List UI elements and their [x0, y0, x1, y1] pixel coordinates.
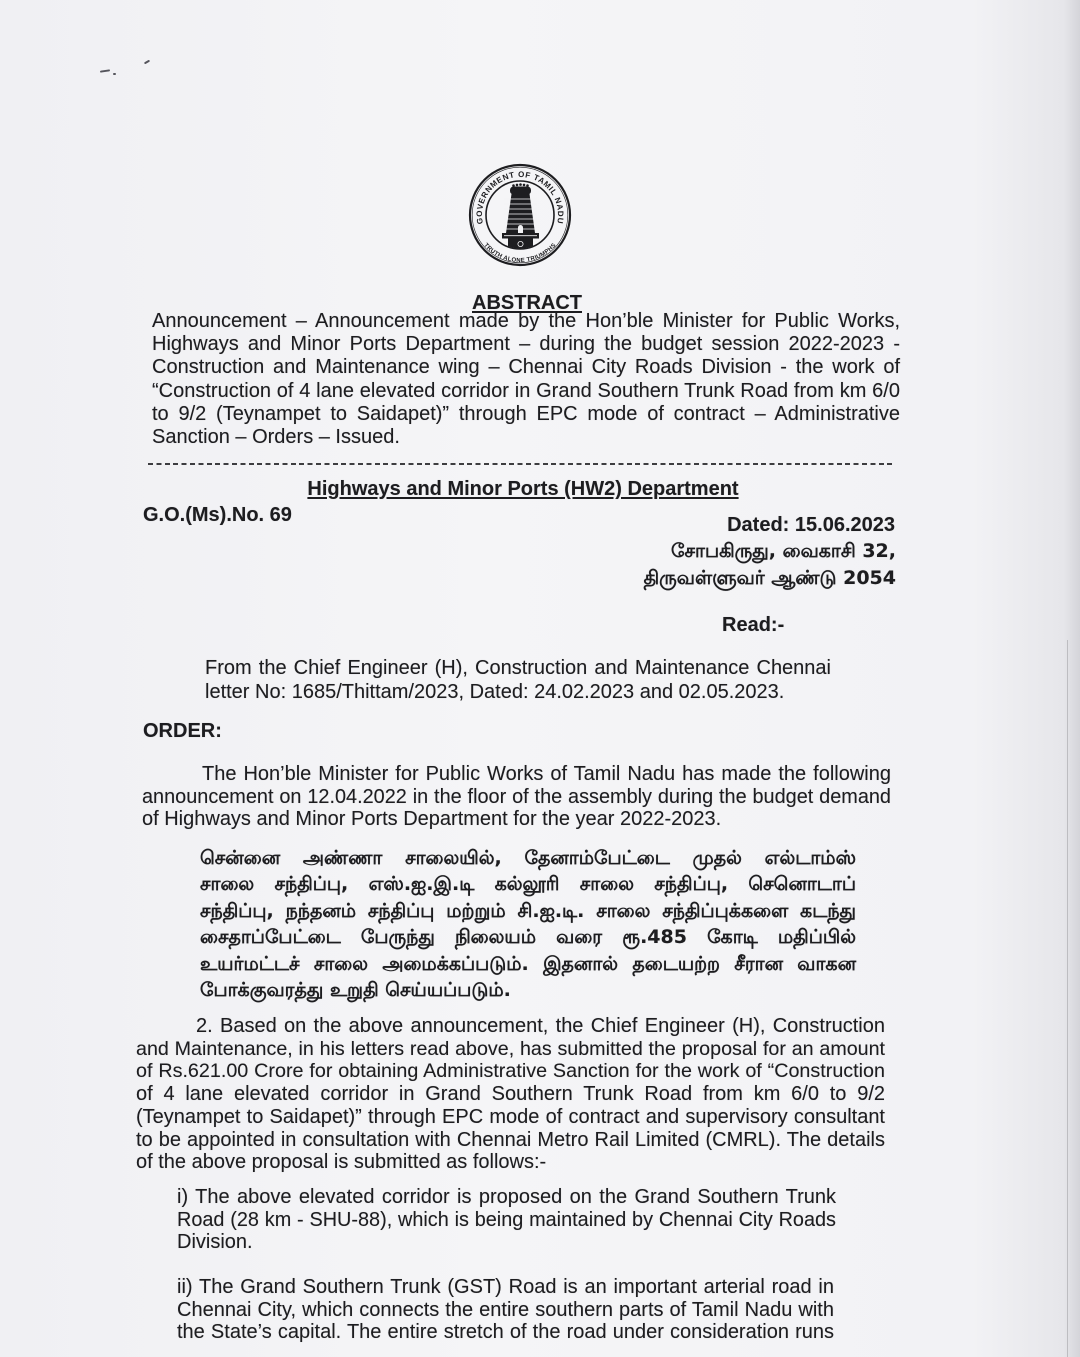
read-line: From the Chief Engineer (H), Construction and Maintenance Chennai: [205, 657, 831, 679]
gopuram-icon: [502, 183, 539, 249]
paragraph-2: [136, 1015, 885, 1174]
announcement-line: சந்திப்பு, நந்தனம் சந்திப்பு மற்றும் சி.ஐ.டி. சாலை சந்திப்புக்களை கடந்து: [200, 899, 856, 922]
order-intro-line: of Highways and Minor Ports Department for the year 2022-2023.: [142, 808, 722, 830]
paragraph-2-line: of the above proposal is submitted as follows:-: [136, 1151, 547, 1174]
go-number: G.O.(Ms).No. 69: [143, 504, 292, 526]
dashed-divider: [148, 463, 893, 465]
paragraph-2-line: of Rs.621.00 Crore for obtaining Administrative Sanction for the work of “Construction: [136, 1060, 885, 1083]
abstract-line: Highways and Minor Ports Department – during the budget session 2022-2023 -: [152, 333, 900, 356]
order-intro-line: The Hon’ble Minister for Public Works of Tamil Nadu has made the following: [202, 763, 891, 785]
tamil-date: சோபகிருது, வைகாசி 32,: [671, 540, 896, 562]
abstract-line: to 9/2 (Teynampet to Saidapet)” through EPC mode of contract – Administrative: [152, 402, 900, 425]
order-heading: ORDER:: [143, 720, 222, 742]
abstract-line: “Construction of 4 lane elevated corridor in Grand Southern Trunk Road from km 6/0: [152, 379, 900, 402]
abstract-line: Announcement – Announcement made by the Hon’ble Minister for Public Works,: [152, 310, 900, 332]
scan-speck: [144, 60, 150, 65]
abstract-line: Construction and Maintenance wing – Chennai City Roads Division - the work of: [152, 356, 900, 379]
read-line: letter No: 1685/Thittam/2023, Dated: 24.02.2023 and 02.05.2023.: [205, 681, 785, 703]
list-item-ii: [177, 1276, 834, 1344]
announcement-line: போக்குவரத்து உறுதி செய்யப்படும்.: [200, 979, 511, 1002]
tamil-announcement: [200, 845, 856, 1003]
list-item-line: ii) The Grand Southern Trunk (GST) Road is an important arterial road in: [177, 1276, 834, 1298]
department-heading: Highways and Minor Ports (HW2) Department: [307, 478, 739, 500]
list-item-i: [177, 1186, 836, 1254]
order-intro-paragraph: [142, 763, 891, 831]
announcement-line: உயர்மட்டச் சாலை அமைக்கப்படும். இதனால் தடையற்ற சீரான வாகன: [200, 952, 856, 975]
announcement-line: சைதாப்பேட்டை பேருந்து நிலையம் வரை ரூ.485 கோடி மதிப்பில்: [200, 926, 856, 949]
paragraph-2-line: of 4 lane elevated corridor in Grand Southern Trunk Road from km 6/0 to 9/2: [136, 1083, 885, 1106]
paragraph-2-line: and Maintenance, in his letters read above, has submitted the proposal for an amount: [136, 1037, 885, 1060]
list-item-line: i) The above elevated corridor is proposed on the Grand Southern Trunk: [177, 1186, 836, 1208]
scan-speck: [100, 69, 110, 72]
order-date: Dated: 15.06.2023: [727, 514, 895, 536]
list-item-line: Division.: [177, 1231, 253, 1254]
announcement-line: சென்னை அண்ணா சாலையில், தேனாம்பேட்டை முதல் எல்டாம்ஸ்: [200, 847, 856, 869]
announcement-line: சாலை சந்திப்பு, எஸ்.ஐ.இ.டி கல்லூரி சாலை சந்திப்பு, செனொடாப்: [200, 873, 856, 896]
read-heading: Read:-: [722, 614, 785, 636]
government-seal: [468, 163, 572, 267]
seal-bottom-text-path: TRUTH ALONE TRIUMPHS: [482, 242, 558, 265]
list-item-line: Chennai City, which connects the entire southern parts of Tamil Nadu with: [177, 1298, 834, 1321]
tamil-year: திருவள்ளுவர் ஆண்டு 2054: [643, 567, 896, 589]
list-item-line: Road (28 km - SHU-88), which is being maintained by Chennai City Roads: [177, 1208, 836, 1231]
scan-speck: [113, 73, 116, 75]
abstract-heading: ABSTRACT: [472, 292, 582, 314]
list-item-line: the State’s capital. The entire stretch of the road under consideration runs: [177, 1321, 834, 1344]
scan-edge-line: [1067, 640, 1068, 1357]
paragraph-2-line: 2. Based on the above announcement, the Chief Engineer (H), Construction: [196, 1015, 885, 1037]
abstract-paragraph: [152, 310, 900, 449]
paragraph-2-line: to be appointed in consultation with Chennai Metro Rail Limited (CMRL). The details: [136, 1128, 885, 1151]
read-reference: [205, 656, 831, 704]
order-intro-line: announcement on 12.04.2022 in the floor of the assembly during the budget demand: [142, 785, 891, 808]
paragraph-2-line: (Teynampet to Saidapet)” through EPC mode of contract and supervisory consultant: [136, 1105, 885, 1128]
abstract-line: Sanction – Orders – Issued.: [152, 426, 400, 449]
seal-top-text-path: GOVERNMENT OF TAMIL NADU: [474, 169, 566, 225]
